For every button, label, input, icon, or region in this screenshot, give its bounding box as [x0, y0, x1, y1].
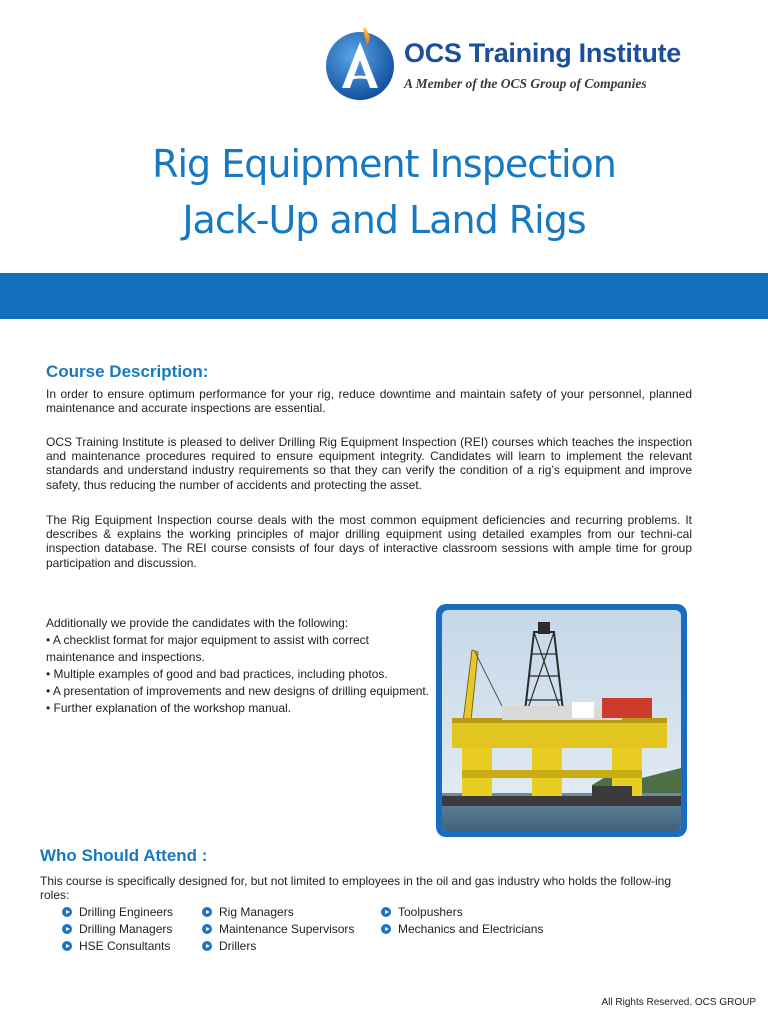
role-item	[202, 939, 256, 953]
header-band	[0, 273, 768, 319]
who-should-attend-heading: Who Should Attend :	[40, 846, 208, 865]
role-item	[202, 922, 354, 936]
bullet-arrow-icon	[381, 907, 391, 917]
role-label: Maintenance Supervisors	[219, 922, 355, 936]
company-logo	[318, 18, 700, 106]
list-item: • A checklist format for major equipment to assist with correct maintenance and inspections.	[46, 633, 369, 664]
role-item	[202, 905, 294, 919]
list-item: • Further explanation of the workshop manual.	[46, 701, 292, 715]
additional-list	[46, 615, 431, 717]
bullet-arrow-icon	[202, 907, 212, 917]
bullet-arrow-icon	[202, 941, 212, 951]
role-label: Mechanics and Electricians	[398, 922, 544, 936]
bullet-arrow-icon	[62, 924, 72, 934]
logo-company-name: OCS Training Institute	[404, 38, 681, 68]
course-paragraph-2: OCS Training Institute is pleased to deliver Drilling Rig Equipment Inspection (REI) courses which teaches the inspection and maintenance procedures required to ensure equipment integrity. Candidates will learn to implement the relevant standards and understand industry requirements so that they can verify the condition of a rig’s equipment and improve safety, thus reducing the number of accidents and protecting the asset.	[46, 435, 692, 492]
role-label: Toolpushers	[398, 905, 463, 919]
rig-photo-frame	[436, 604, 687, 837]
role-item	[62, 922, 172, 936]
bullet-arrow-icon	[202, 924, 212, 934]
course-paragraph-1: In order to ensure optimum performance for your rig, reduce downtime and maintain safety of your personnel, planned maintenance and accurate inspections are essential.	[46, 387, 692, 416]
role-item	[381, 905, 463, 919]
role-item	[381, 922, 543, 936]
page-title-line2: Jack-Up and Land Rigs	[182, 198, 586, 242]
role-label: Rig Managers	[219, 905, 294, 919]
list-item: • A presentation of improvements and new designs of drilling equipment.	[46, 684, 430, 698]
oil-rig-image	[442, 610, 681, 831]
role-label: Drilling Engineers	[79, 905, 174, 919]
bullet-arrow-icon	[381, 924, 391, 934]
course-description-heading: Course Description:	[46, 362, 209, 381]
logo-tagline: A Member of the OCS Group of Companies	[404, 76, 647, 91]
bullet-arrow-icon	[62, 907, 72, 917]
additional-intro: Additionally we provide the candidates with the following:	[46, 616, 349, 630]
footer-copyright: All Rights Reserved. OCS GROUP	[601, 997, 756, 1008]
role-item	[62, 939, 170, 953]
bullet-arrow-icon	[62, 941, 72, 951]
role-item	[62, 905, 173, 919]
role-label: Drilling Managers	[79, 922, 173, 936]
role-label: Drillers	[219, 939, 257, 953]
attend-intro: This course is specifically designed for, but not limited to employees in the oil and gas industry who holds the follow-ing roles:	[40, 874, 672, 902]
page-title-line1: Rig Equipment Inspection	[152, 142, 616, 186]
list-item: • Multiple examples of good and bad practices, including photos.	[46, 667, 388, 681]
course-paragraph-3: The Rig Equipment Inspection course deals with the most common equipment deficiencies and recurring problems. It describes & explains the working principles of major drilling equipment using detailed examples from our techni-cal inspection database. The REI course consists of four days of interactive classroom sessions with ample time for group participation and discussion.	[46, 513, 692, 570]
ocs-emblem-icon	[320, 22, 400, 102]
role-label: HSE Consultants	[79, 939, 171, 953]
